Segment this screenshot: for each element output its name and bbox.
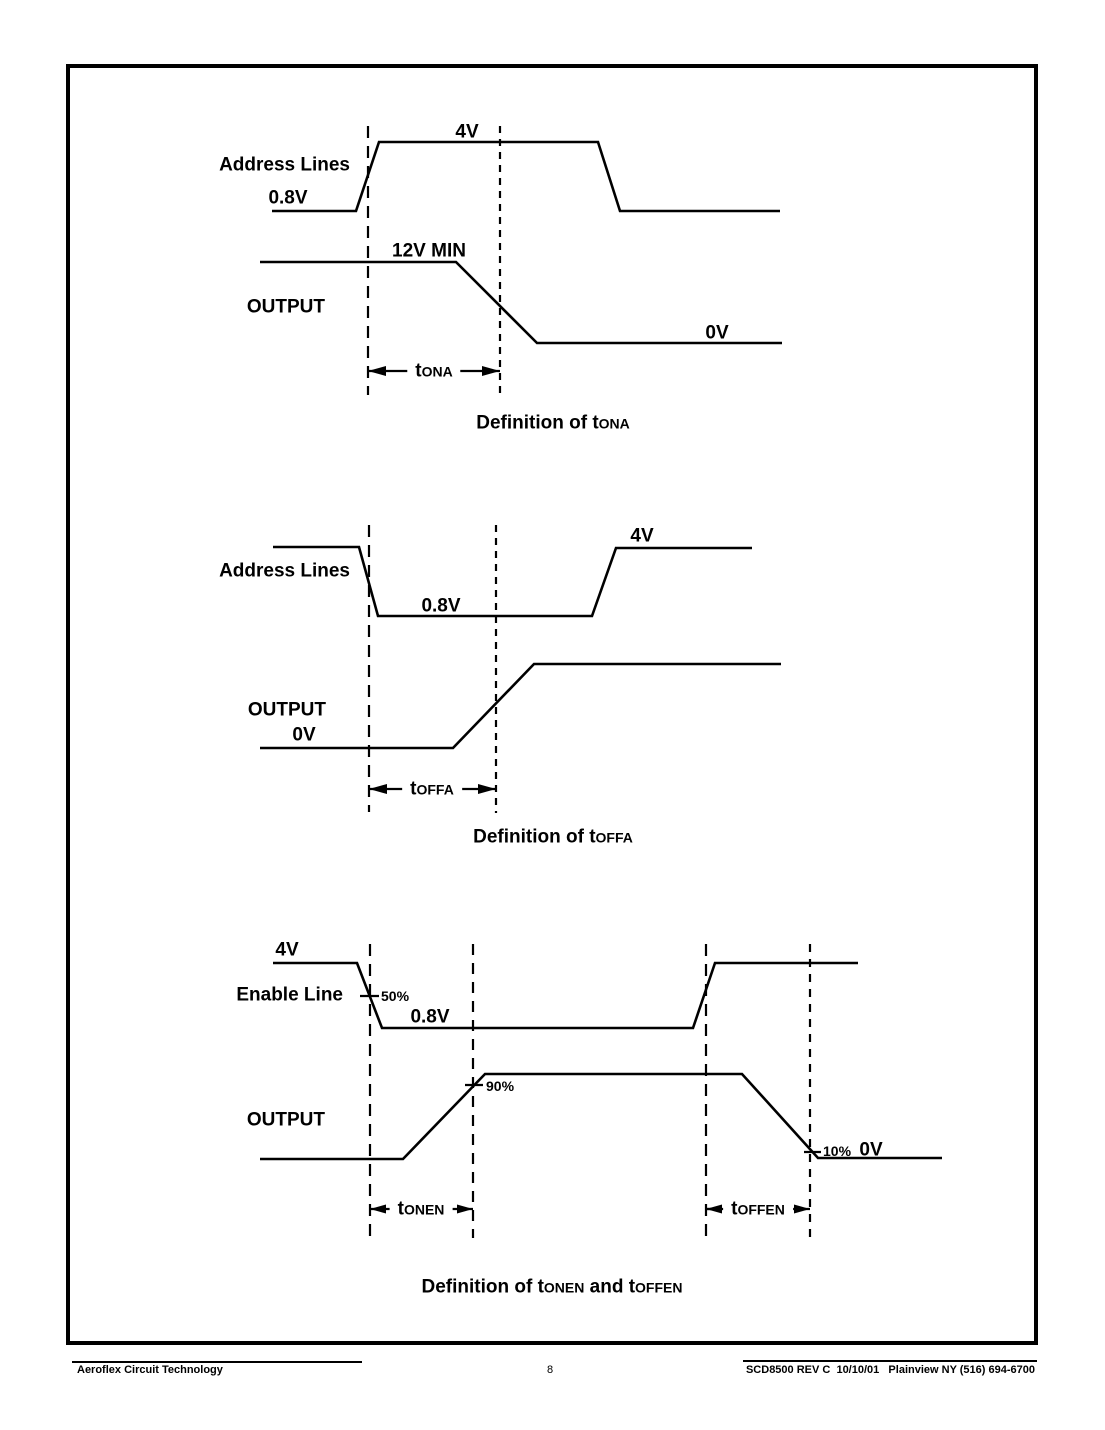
footer-company: Aeroflex Circuit Technology — [77, 1364, 223, 1376]
arrowhead-left — [706, 1205, 722, 1214]
arrowhead-right — [478, 784, 496, 794]
caption-definition-of-toffa — [473, 828, 633, 847]
output-waveform — [260, 664, 781, 748]
timing-label-toffen — [723, 1200, 793, 1219]
address-lines-waveform — [272, 142, 780, 211]
level-label-0v: 0V — [292, 724, 316, 746]
arrowhead-left — [368, 366, 386, 376]
arrowhead-right — [794, 1205, 810, 1214]
level-label-0-8v: 0.8V — [268, 187, 308, 209]
timing-label-subscript: ONEN — [403, 1201, 445, 1218]
address-lines-waveform — [273, 547, 752, 616]
footer-page-number: 8 — [546, 1364, 554, 1376]
signal-label-address-lines: Address Lines — [219, 560, 350, 582]
caption-subscript: ONEN — [543, 1279, 585, 1296]
caption-subscript: ONA — [598, 415, 630, 432]
caption-text: Definition of t — [473, 826, 596, 848]
level-label-0-8v: 0.8V — [421, 595, 461, 617]
percent-label-90: 90% — [486, 1078, 515, 1094]
output-waveform — [260, 262, 782, 343]
level-label-0v: 0V — [859, 1139, 883, 1161]
timing-label-tonen — [390, 1200, 453, 1219]
arrowhead-left — [369, 784, 387, 794]
timing-label-subscript: OFFEN — [737, 1201, 785, 1218]
level-label-4v: 4V — [275, 939, 299, 961]
caption-subscript: OFFEN — [635, 1279, 683, 1296]
caption-subscript: OFFA — [595, 829, 633, 846]
percent-label-50: 50% — [381, 988, 410, 1004]
level-label-4v: 4V — [630, 525, 654, 547]
timing-label-prefix: t — [415, 360, 422, 382]
diagram-tonen-toffen — [260, 944, 942, 1238]
caption-text: Definition of t — [421, 1276, 544, 1298]
timing-label-subscript: ONA — [421, 363, 453, 380]
signal-label-enable-line: Enable Line — [236, 984, 343, 1006]
arrowhead-right — [457, 1205, 473, 1214]
arrowhead-left — [370, 1205, 386, 1214]
caption-text: Definition of t — [476, 412, 599, 434]
timing-label-prefix: t — [410, 778, 417, 800]
caption-text: and t — [584, 1276, 636, 1298]
footer-doc-info: SCD8500 REV C 10/10/01 Plainview NY (516) 694-6700 — [745, 1364, 1035, 1376]
percent-label-10: 10% — [823, 1143, 852, 1159]
timing-label-tona — [407, 362, 460, 381]
level-label-4v: 4V — [455, 121, 479, 143]
signal-label-output: OUTPUT — [246, 1109, 325, 1131]
timing-label-subscript: OFFA — [416, 781, 454, 798]
signal-label-address-lines: Address Lines — [219, 154, 350, 176]
timing-label-prefix: t — [731, 1198, 738, 1220]
caption-definition-of-tonen-toffen — [422, 1278, 683, 1297]
level-label-0v: 0V — [705, 322, 729, 344]
signal-label-output: OUTPUT — [247, 699, 326, 721]
timing-label-prefix: t — [397, 1198, 404, 1220]
level-label-0-8v: 0.8V — [410, 1006, 450, 1028]
signal-label-output: OUTPUT — [246, 296, 325, 318]
arrowhead-right — [482, 366, 500, 376]
level-label-12v-min: 12V MIN — [392, 240, 466, 262]
caption-definition-of-tona — [476, 414, 630, 433]
timing-label-toffa — [402, 780, 462, 799]
